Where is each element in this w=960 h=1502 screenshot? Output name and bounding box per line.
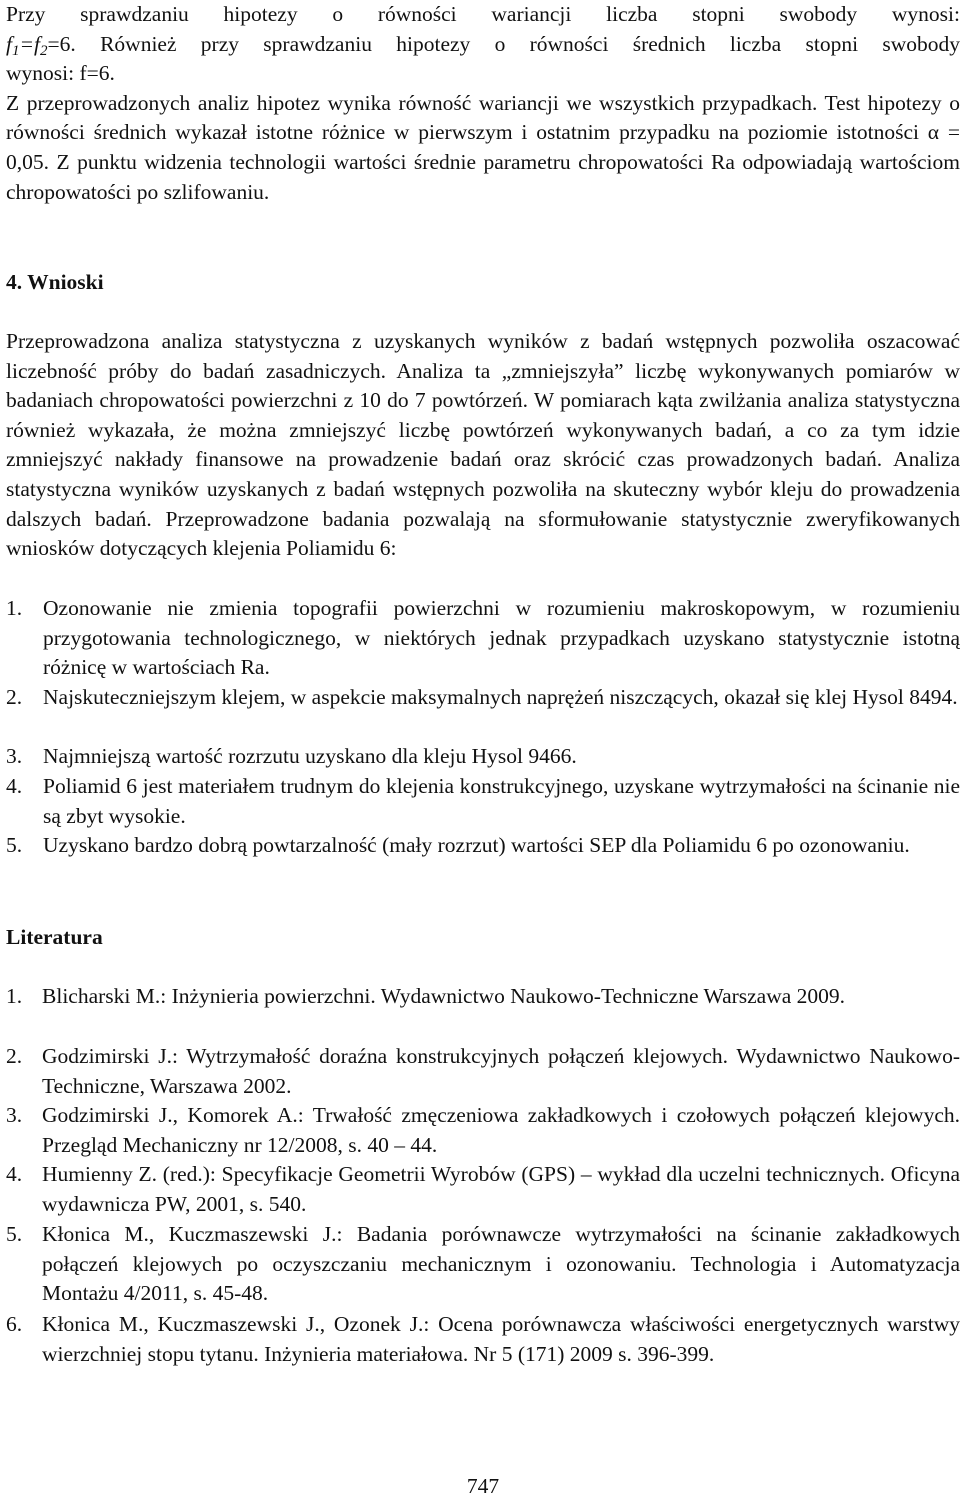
reference-item: Kłonica M., Kuczmaszewski J., Ozonek J.: Ocena porównawcza właściwości energetycznych warstwy wierzchniej stopu tytanu. Inżynieria materiałowa. Nr 5 (171) 2009 s. 396-399. (42, 1312, 960, 1366)
reference-item: Godzimirski J.: Wytrzymałość doraźna konstrukcyjnych połączeń klejowych. Wydawnictwo Naukowo-Techniczne, Warszawa 2002. (42, 1044, 960, 1098)
intro-line-2: $f_1=f_2=6$. Również przy sprawdzaniu hipotezy o równości średnich liczba stopni swobody (6, 31, 960, 59)
conclusion-item: Najmniejszą wartość rozrzutu uzyskano dla kleju Hysol 9466. (43, 744, 577, 768)
conclusions-body: Przeprowadzona analiza statystyczna z uzyskanych wyników z badań wstępnych pozwoliła oszacować liczebność próby do badań zasadniczych. Analiza ta „zmniejszyła” liczbę wykonywanych pomiarów w badaniach chropowatości powierzchni z 10 do 7 powtórzeń. W pomiarach kąta zwilżania analiza statystyczna również wykazała, że można zmniejszyć liczbę powtórzeń wykonywanych badań, a co za tym idzie zmniejszyć nakłady finansowe na prowadzenie badań oraz skrócić czas prowadzonych badań. Analiza statystyczna wyników uzyskanych z badań wstępnych pozwoliła na skuteczny wybór kleju do prowadzenia dalszych badań. Przeprowadzone badania pozwalają na sformułowanie statystycznie zweryfikowanych wniosków dotyczących klejenia Poliamidu 6: (6, 329, 960, 561)
reference-item: Godzimirski J., Komorek A.: Trwałość zmęczeniowa zakładkowych i czołowych połączeń klejowych. Przegląd Mechaniczny nr 12/2008, s. 40 – 44. (42, 1103, 960, 1157)
page-number: 747 (466, 1474, 500, 1498)
reference-number: 3. (6, 1103, 23, 1127)
intro-paragraph-2: Z przeprowadzonych analiz hipotez wynika równość wariancji we wszystkich przypadkach. Test hipotezy o równości średnich wykazał istotne różnice w pierwszym i ostatnim przypadku na poziomie istotności α = 0,05. Z punktu widzenia technologii wartości średnie parametru chropowatości Ra odpowiadają wartościom chropowatości po szlifowaniu. (6, 90, 960, 204)
conclusion-number: 5. (6, 833, 23, 857)
intro-line-1: Przy sprawdzaniu hipotezy o równości wariancji liczba stopni swobody wynosi: (6, 2, 960, 26)
reference-number: 1. (6, 984, 23, 1008)
reference-number: 4. (6, 1162, 23, 1186)
section-heading-literature: Literatura (6, 925, 103, 949)
intro-line-3: wynosi: f=6. (6, 61, 115, 86)
conclusion-item: Ozonowanie nie zmienia topografii powierzchni w rozumieniu makroskopowym, w rozumieniu przygotowania technologicznego, w niektórych jednak przypadkach uzyskano statystycznie istotną różnicę w wartościach Ra. (43, 596, 960, 680)
conclusion-number: 1. (6, 596, 23, 620)
conclusion-item: Poliamid 6 jest materiałem trudnym do klejenia konstrukcyjnego, uzyskane wytrzymałości na ścinanie nie są zbyt wysokie. (43, 774, 960, 828)
reference-item: Humienny Z. (red.): Specyfikacje Geometrii Wyrobów (GPS) – wykład dla uczelni technicznych. Oficyna wydawnicza PW, 2001, s. 540. (42, 1162, 960, 1216)
reference-item: Kłonica M., Kuczmaszewski J.: Badania porównawcze wytrzymałości na ścinanie zakładkowych połączeń klejowych po oczyszczaniu mechanicznym i ozonowaniu. Technologia i Automatyzacja Montażu 4/2011, s. 45-48. (42, 1222, 960, 1306)
reference-number: 2. (6, 1044, 23, 1068)
reference-number: 5. (6, 1222, 23, 1246)
reference-number: 6. (6, 1312, 23, 1336)
intro-f1: $f_1=f_2$ (6, 31, 48, 59)
conclusion-number: 2. (6, 685, 23, 709)
conclusion-number: 4. (6, 774, 23, 798)
reference-item: Blicharski M.: Inżynieria powierzchni. Wydawnictwo Naukowo-Techniczne Warszawa 2009. (42, 984, 846, 1008)
section-heading-conclusions: 4. Wnioski (6, 270, 104, 294)
conclusion-number: 3. (6, 744, 23, 768)
conclusion-item: Uzyskano bardzo dobrą powtarzalność (mały rozrzut) wartości SEP dla Poliamidu 6 po ozonowaniu. (43, 833, 910, 857)
conclusion-item: Najskuteczniejszym klejem, w aspekcie maksymalnych naprężeń niszczących, okazał się klej Hysol 8494. (43, 685, 958, 709)
